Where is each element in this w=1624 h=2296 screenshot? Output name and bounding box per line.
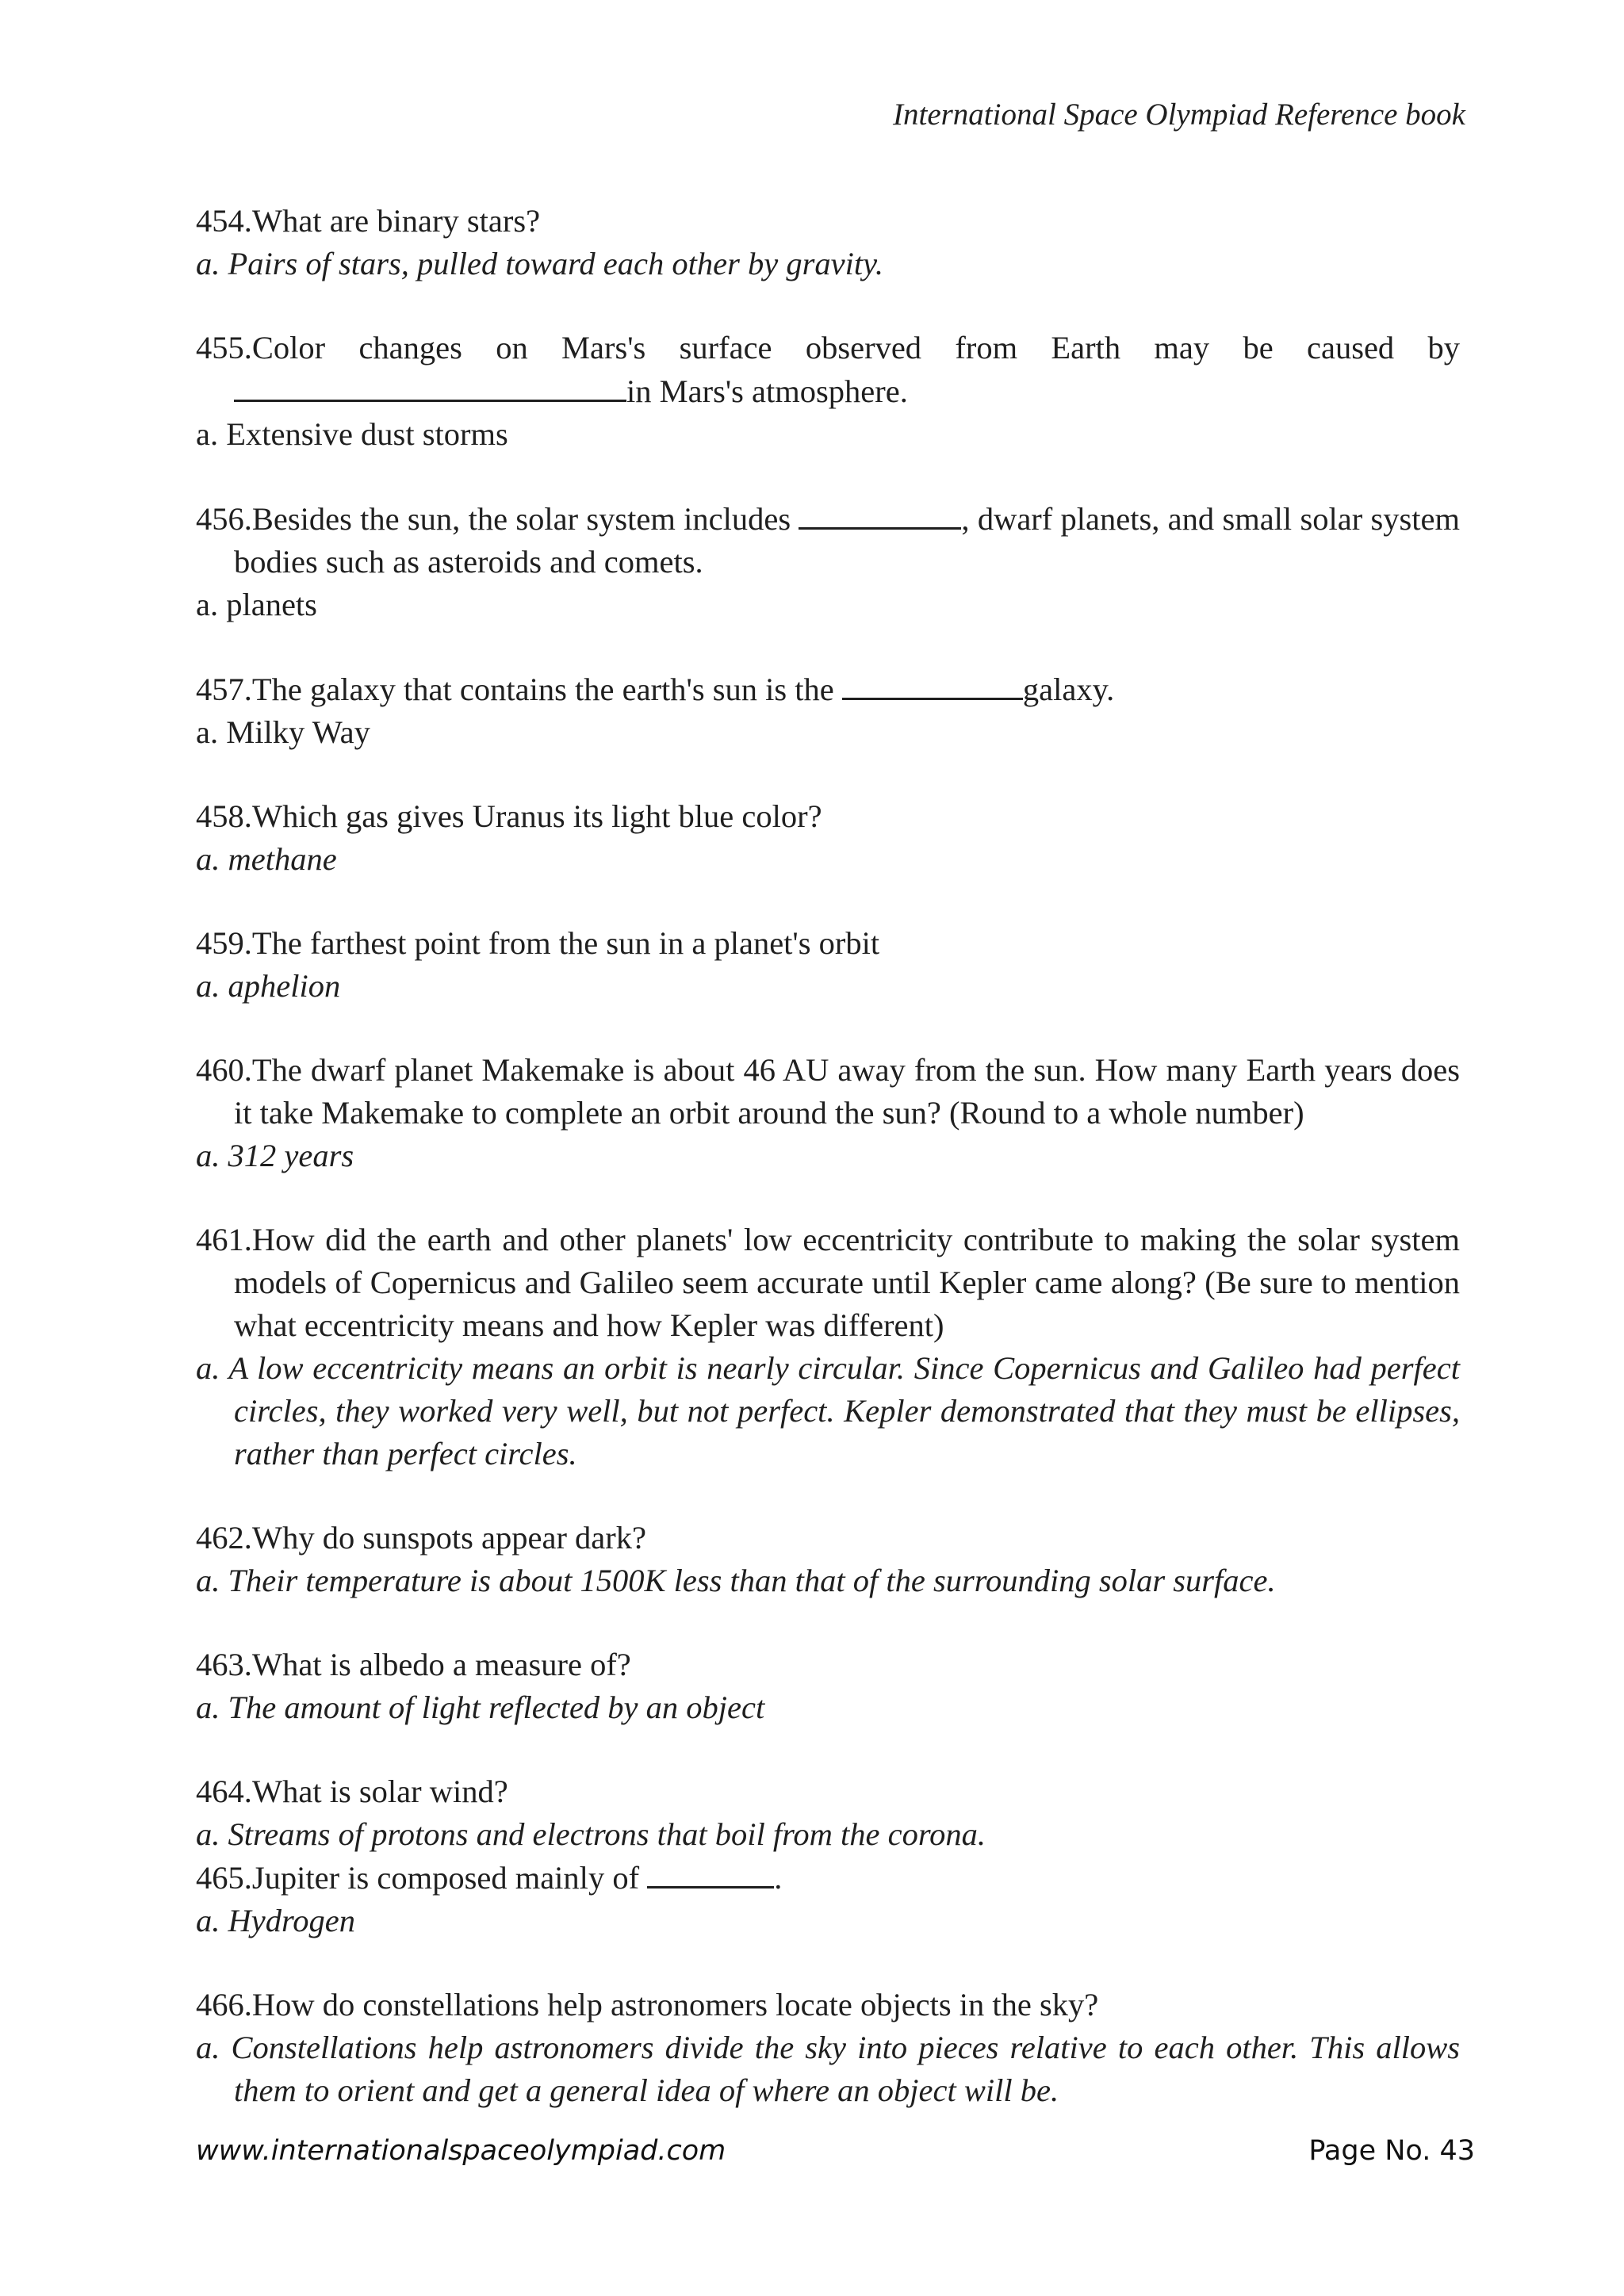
question-number: 458.	[196, 798, 252, 834]
answer-text: a. Streams of protons and electrons that boil from the corona.	[196, 1816, 986, 1852]
question-text	[196, 1770, 1460, 1813]
question-body-end: galaxy.	[1022, 672, 1115, 707]
question-number: 465.	[196, 1860, 252, 1896]
answer-text: a. A low eccentricity means an orbit is nearly circular. Since Copernicus and Galileo had perfect circles, they worked very well, but not perfect. Kepler demonstrated that they must be ellipses, rather than perfect circles.	[196, 1350, 1460, 1471]
answer-text: a. Constellations help astronomers divide the sky into pieces relative to each other. This allows them to orient and get a general idea of where an object will be.	[196, 2030, 1460, 2108]
question-text	[196, 922, 1460, 965]
question-text	[196, 200, 1460, 243]
question-465	[196, 1856, 1460, 1942]
question-body: How do constellations help astronomers locate objects in the sky?	[251, 1987, 1099, 2022]
question-462	[196, 1517, 1460, 1602]
question-461	[196, 1219, 1460, 1475]
fill-in-blank	[799, 497, 961, 530]
question-text	[196, 668, 1460, 711]
question-body-end: in Mars's atmosphere.	[626, 373, 908, 409]
question-list	[196, 200, 1460, 2112]
question-body: Jupiter is composed mainly of	[251, 1860, 648, 1896]
answer-text: a. Extensive dust storms	[196, 416, 508, 452]
answer-text: a. Pairs of stars, pulled toward each other by gravity.	[196, 246, 883, 281]
answer-text: a. 312 years	[196, 1138, 354, 1173]
question-number: 462.	[196, 1520, 252, 1556]
question-number: 461.	[196, 1222, 252, 1257]
question-body: How did the earth and other planets' low eccentricity contribute to making the solar system models of Copernicus and Galileo seem accurate until Kepler came along? (Be sure to mention what eccentricity means and how Kepler was different)	[234, 1222, 1460, 1343]
question-number: 463.	[196, 1647, 252, 1682]
running-header: International Space Olympiad Reference book	[893, 98, 1465, 132]
question-number: 464.	[196, 1774, 252, 1809]
question-457	[196, 668, 1460, 754]
question-464	[196, 1770, 1460, 1856]
question-number: 454.	[196, 203, 252, 239]
question-463	[196, 1644, 1460, 1729]
question-456	[196, 497, 1460, 626]
question-number: 466.	[196, 1987, 252, 2022]
question-body: Color changes on Mars's surface observed from Earth may be caused by	[251, 330, 1460, 365]
question-body: The galaxy that contains the earth's sun is the	[251, 672, 842, 707]
question-455	[196, 327, 1460, 456]
question-body: Besides the sun, the solar system includes	[251, 501, 799, 537]
question-text	[196, 1517, 1460, 1559]
fill-in-blank	[842, 668, 1023, 700]
question-body: What is solar wind?	[251, 1774, 508, 1809]
answer-text: a. planets	[196, 587, 317, 622]
answer-text: a. The amount of light reflected by an object	[196, 1689, 765, 1725]
answer-text: a. Milky Way	[196, 714, 370, 750]
question-466	[196, 1984, 1460, 2112]
question-text	[196, 1856, 1460, 1900]
footer-url: www.internationalspaceolympiad.com	[196, 2135, 726, 2167]
question-body-end: , dwarf planets, and small solar system bodies such as asteroids and comets.	[234, 501, 1460, 580]
question-454	[196, 200, 1460, 285]
question-body: What are binary stars?	[251, 203, 541, 239]
question-body: The farthest point from the sun in a planet's orbit	[251, 925, 880, 961]
question-text	[196, 327, 1460, 413]
fill-in-blank	[234, 369, 626, 402]
question-number: 460.	[196, 1052, 252, 1088]
answer-text: a. methane	[196, 841, 337, 877]
question-text	[196, 1049, 1460, 1135]
answer-text: a. Their temperature is about 1500K less than that of the surrounding solar surface.	[196, 1563, 1276, 1598]
page-number: Page No. 43	[1308, 2135, 1475, 2167]
question-body: What is albedo a measure of?	[251, 1647, 631, 1682]
answer-text: a. aphelion	[196, 968, 341, 1004]
question-number: 457.	[196, 672, 252, 707]
question-body: The dwarf planet Makemake is about 46 AU away from the sun. How many Earth years does it take Makemake to complete an orbit around the sun? (Round to a whole number)	[234, 1052, 1460, 1131]
question-458	[196, 795, 1460, 881]
question-460	[196, 1049, 1460, 1177]
question-number: 459.	[196, 925, 252, 961]
fill-in-blank	[647, 1856, 774, 1888]
question-text	[196, 1984, 1460, 2026]
question-text	[196, 1644, 1460, 1686]
question-text	[196, 795, 1460, 838]
question-459	[196, 922, 1460, 1008]
question-text	[196, 497, 1460, 584]
question-body-end: .	[774, 1860, 783, 1896]
answer-text: a. Hydrogen	[196, 1903, 355, 1938]
question-body: Which gas gives Uranus its light blue color?	[251, 798, 822, 834]
question-number: 455.	[196, 330, 252, 365]
question-number: 456.	[196, 501, 252, 537]
question-body: Why do sunspots appear dark?	[251, 1520, 646, 1556]
question-text	[196, 1219, 1460, 1347]
